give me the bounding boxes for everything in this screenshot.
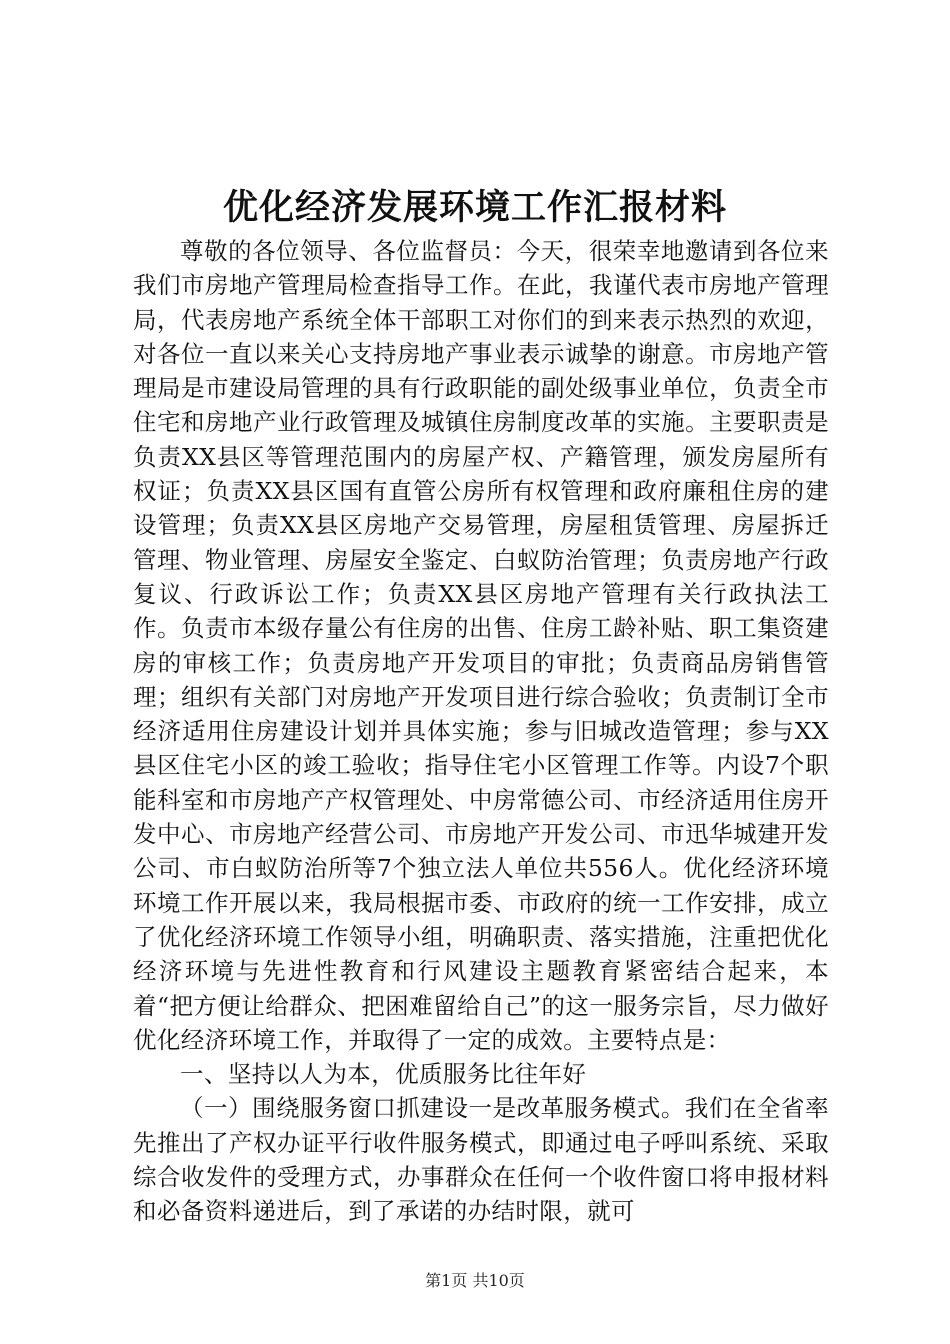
section-heading-1: 一、坚持以人为本，优质服务比往年好 — [180, 1060, 587, 1089]
page-footer: 第1页 共10页 — [425, 1271, 525, 1290]
intro-paragraph: 尊敬的各位领导、各位监督员：今天，很荣幸地邀请到各位来我们市房地产管理局检查指导工作。在此，我谨代表市房地产管理局，代表房地产系统全体干部职工对你们的到来表示热烈的欢迎，对各位一直以来关心支持房地产事业表示诚挚的谢意。市房地产管理局是市建设局管理的具有行政职能的副处级事业单位，负责全市住宅和房地产业行政管理及城镇住房制度改革的实施。主要职责是负责XX县区等管理范围内的房屋产权、产籍管理，颁发房屋所有权证；负责XX县区国有直管公房所有权管理和政府廉租住房的建设管理；负责XX县区房地产交易管理，房屋租赁管理、房屋拆迁管理、物业管理、房屋安全鉴定、白蚁防治管理；负责房地产行政复议、行政诉讼工作；负责XX县区房地产管理有关行政执法工作。负责市本级存量公有住房的出售、住房工龄补贴、职工集资建房的审核工作；负责房地产开发项目的审批；负责商品房销售管理；组织有关部门对房地产开发项目进行综合验收；负责制订全市经济适用住房建设计划并具体实施；参与旧城改造管理；参与XX县区住宅小区的竣工验收；指导住宅小区管理工作等。内设7个职能科室和市房地产产权管理处、中房常德公司、市经济适用住房开发中心、市房地产经营公司、市房地产开发公司、市迅华城建开发公司、市白蚁防治所等7个独立法人单位共556人。优化经济环境环境工作开展以来，我局根据市委、市政府的统一工作安排，成立了优化经济环境工作领导小组，明确职责、落实措施，注重把优化经济环境与先进性教育和行风建设主题教育紧密结合起来，本着“把方便让给群众、把困难留给自己”的这一服务宗旨，尽力做好优化经济环境工作，并取得了一定的成效。主要特点是： — [133, 237, 829, 1054]
document-body — [133, 234, 829, 1229]
document-title: 优化经济发展环境工作汇报材料 — [222, 187, 727, 228]
subsection-paragraph-1: （一）围绕服务窗口抓建设一是改革服务模式。我们在全省率先推出了产权办证平行收件服务模式，即通过电子呼叫系统、采取综合收发件的受理方式，办事群众在任何一个收件窗口将申报材料和必备资料递进后，到了承诺的办结时限，就可 — [133, 1094, 829, 1226]
